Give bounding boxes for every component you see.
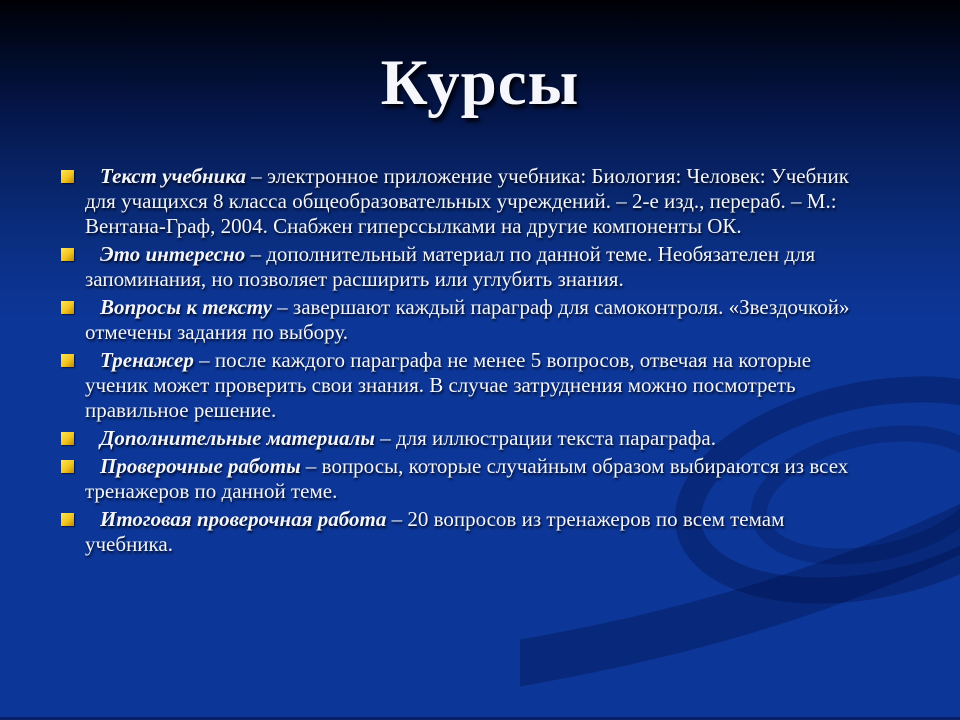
bullet-lead: Вопросы к тексту [100,295,272,319]
bullet-text: – для иллюстрации текста параграфа. [374,426,716,450]
bullet-lead: Это интересно [100,242,246,266]
list-item [60,348,872,423]
bullet-text: – после каждого параграфа не менее 5 вопросов, отвечая на которые ученик может проверить свои знания. В случае затруднения можно посмотреть правильное решение. [85,348,812,422]
bullet-square-icon [61,513,74,526]
bullet-text: – 20 вопросов из тренажеров по всем темам учебника. [85,507,785,556]
bullet-square-icon [61,248,74,261]
list-item [60,454,872,504]
bullet-square-icon [61,170,74,183]
slide-body [60,164,872,560]
bullet-lead: Проверочные работы [100,454,301,478]
list-item [60,242,872,292]
bullet-text: – дополнительный материал по данной теме. Необязателен для запоминания, но позволяет расширить или углубить знания. [85,242,816,291]
bullet-square-icon [61,301,74,314]
bullet-text: – завершают каждый параграф для самоконтроля. «Звездочкой» отмечены задания по выбору. [85,295,850,344]
bullet-square-icon [61,432,74,445]
bullet-lead: Текст учебника [100,164,246,188]
bullet-lead: Тренажер [100,348,194,372]
bullet-text: – вопросы, которые случайным образом выбираются из всех тренажеров по данной теме. [85,454,849,503]
bullet-lead: Итоговая проверочная работа [100,507,387,531]
bullet-square-icon [61,354,74,367]
bullet-square-icon [61,460,74,473]
list-item [60,426,872,451]
list-item [60,295,872,345]
list-item [60,507,872,557]
page-title: Курсы [380,47,580,119]
list-item [60,164,872,239]
bullet-lead: Дополнительные материалы [100,426,375,450]
bullet-text: – электронное приложение учебника: Биология: Человек: Учебник для учащихся 8 класса общеобразовательных учреждений. – 2-е изд., перераб. – М.: Вентана-Граф, 2004. Снабжен гиперссылками на другие компоненты ОК. [85,164,849,238]
bullet-list [60,164,872,557]
